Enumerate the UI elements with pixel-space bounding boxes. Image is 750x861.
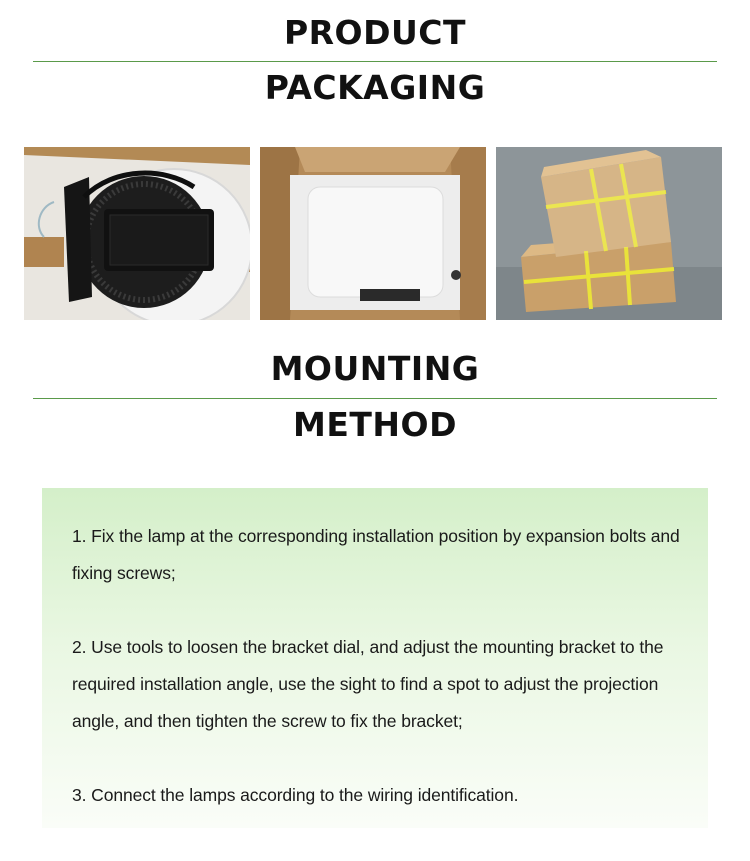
lamp-in-box-photo (24, 147, 250, 320)
packaging-divider (33, 61, 717, 62)
mounting-instructions-box (42, 488, 708, 828)
mounting-divider (33, 398, 717, 399)
foam-packing-photo (260, 147, 486, 320)
mounting-step-3: 3. Connect the lamps according to the wiring identification. (72, 785, 519, 805)
packaging-title-line2: PACKAGING (264, 68, 486, 107)
mounting-title-line1: MOUNTING (270, 349, 480, 388)
taped-boxes-photo (496, 147, 722, 320)
mounting-step-2: 2. Use tools to loosen the bracket dial, and adjust the mounting bracket to the required installation angle, use the sight to find a spot to adjust the projection angle, and then tighten the screw to fix the bracket; (72, 637, 664, 731)
packaging-title-line1: PRODUCT (283, 13, 467, 52)
mounting-title-line2: METHOD (293, 405, 457, 444)
mounting-step-1: 1. Fix the lamp at the corresponding installation position by expansion bolts and fixing screws; (72, 526, 680, 583)
